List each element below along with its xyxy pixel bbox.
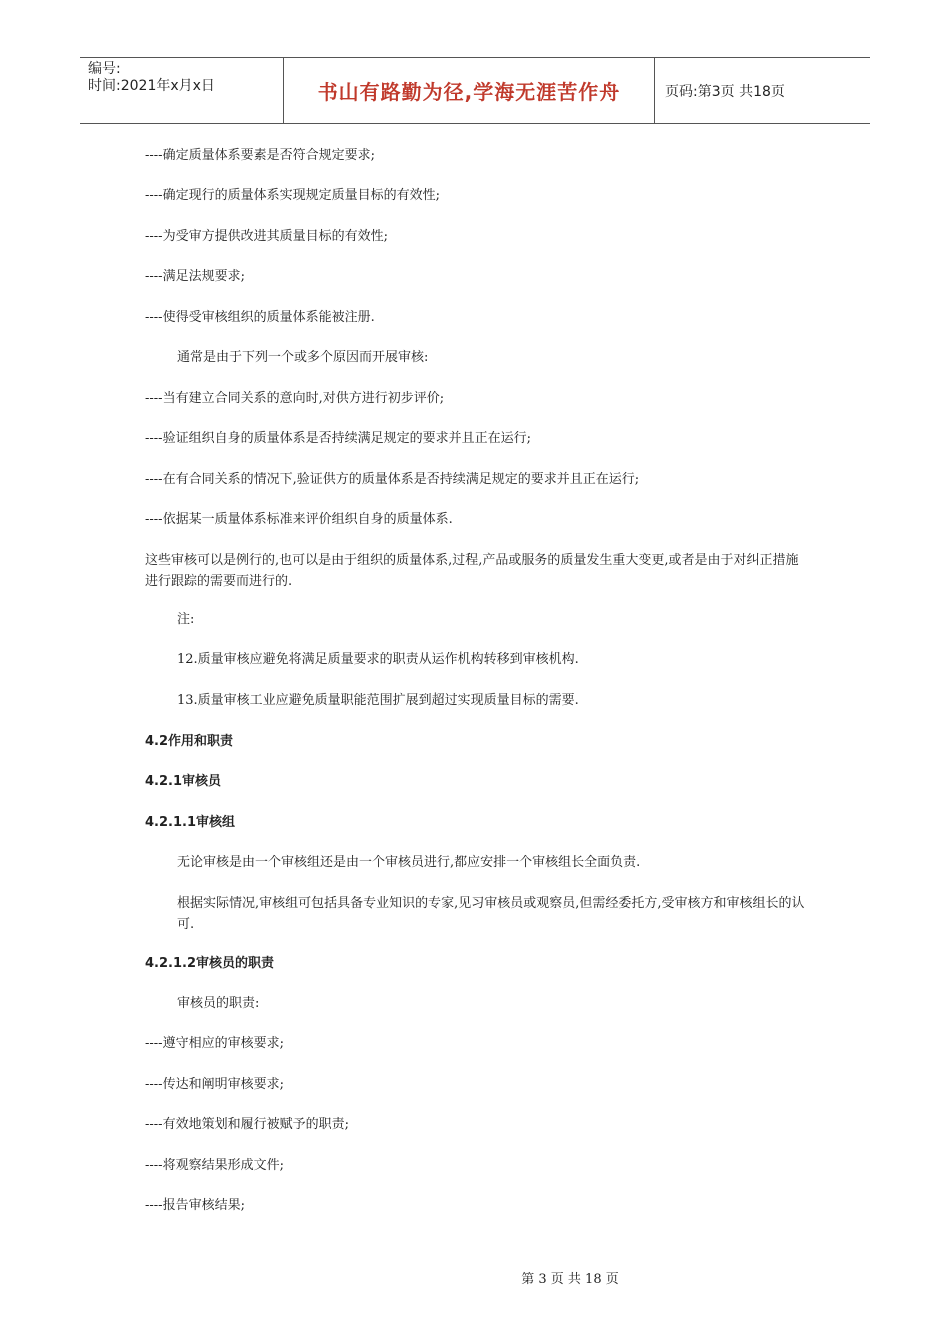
body-line: 无论审核是由一个审核组还是由一个审核员进行,都应安排一个审核组长全面负责. [177, 855, 641, 870]
body-line: ----使得受审核组织的质量体系能被注册. [145, 310, 375, 325]
document-time-label: 时间:2021年x月x日 [88, 78, 215, 94]
header-motto: 书山有路勤为径,学海无涯苦作舟 [284, 58, 655, 123]
header-page-info: 页码:第3页 共18页 [665, 83, 785, 100]
body-line: ----满足法规要求; [145, 269, 245, 284]
body-paragraph: 根据实际情况,审核组可包括具备专业知识的专家,见习审核员或观察员,但需经委托方,受审核方和审核组长的认可. [177, 896, 805, 932]
body-paragraph: 这些审核可以是例行的,也可以是由于组织的质量体系,过程,产品或服务的质量发生重大变更,或者是由于对纠正措施进行跟踪的需要而进行的. [145, 553, 799, 589]
body-line: ----在有合同关系的情况下,验证供方的质量体系是否持续满足规定的要求并且正在运行; [145, 472, 640, 487]
body-line: 通常是由于下列一个或多个原因而开展审核: [177, 350, 429, 365]
body-line: 13.质量审核工业应避免质量职能范围扩展到超过实现质量目标的需要. [177, 693, 579, 708]
body-line: ----遵守相应的审核要求; [145, 1036, 284, 1051]
section-heading: 4.2.1.1审核组 [145, 815, 235, 830]
page-header [80, 57, 870, 124]
body-line: ----验证组织自身的质量体系是否持续满足规定的要求并且正在运行; [145, 431, 531, 446]
document-number-label: 编号: [88, 61, 121, 77]
page-footer: 第 3 页 共 18 页 [521, 1272, 619, 1287]
body-line: ----报告审核结果; [145, 1198, 245, 1213]
body-line: ----当有建立合同关系的意向时,对供方进行初步评价; [145, 391, 445, 406]
body-line: 12.质量审核应避免将满足质量要求的职责从运作机构转移到审核机构. [177, 652, 579, 667]
body-line: ----有效地策划和履行被赋予的职责; [145, 1117, 349, 1132]
section-heading: 4.2.1审核员 [145, 774, 222, 789]
body-line: 审核员的职责: [177, 996, 260, 1011]
body-line: ----确定现行的质量体系实现规定质量目标的有效性; [145, 188, 440, 203]
body-line: 注: [177, 612, 195, 627]
body-line: ----为受审方提供改进其质量目标的有效性; [145, 229, 388, 244]
body-line: ----将观察结果形成文件; [145, 1158, 284, 1173]
section-heading: 4.2作用和职责 [145, 734, 234, 749]
section-heading: 4.2.1.2审核员的职责 [145, 956, 274, 971]
header-meta [80, 58, 284, 123]
body-line: ----传达和阐明审核要求; [145, 1077, 284, 1092]
body-line: ----确定质量体系要素是否符合规定要求; [145, 148, 375, 163]
body-line: ----依据某一质量体系标准来评价组织自身的质量体系. [145, 512, 453, 527]
